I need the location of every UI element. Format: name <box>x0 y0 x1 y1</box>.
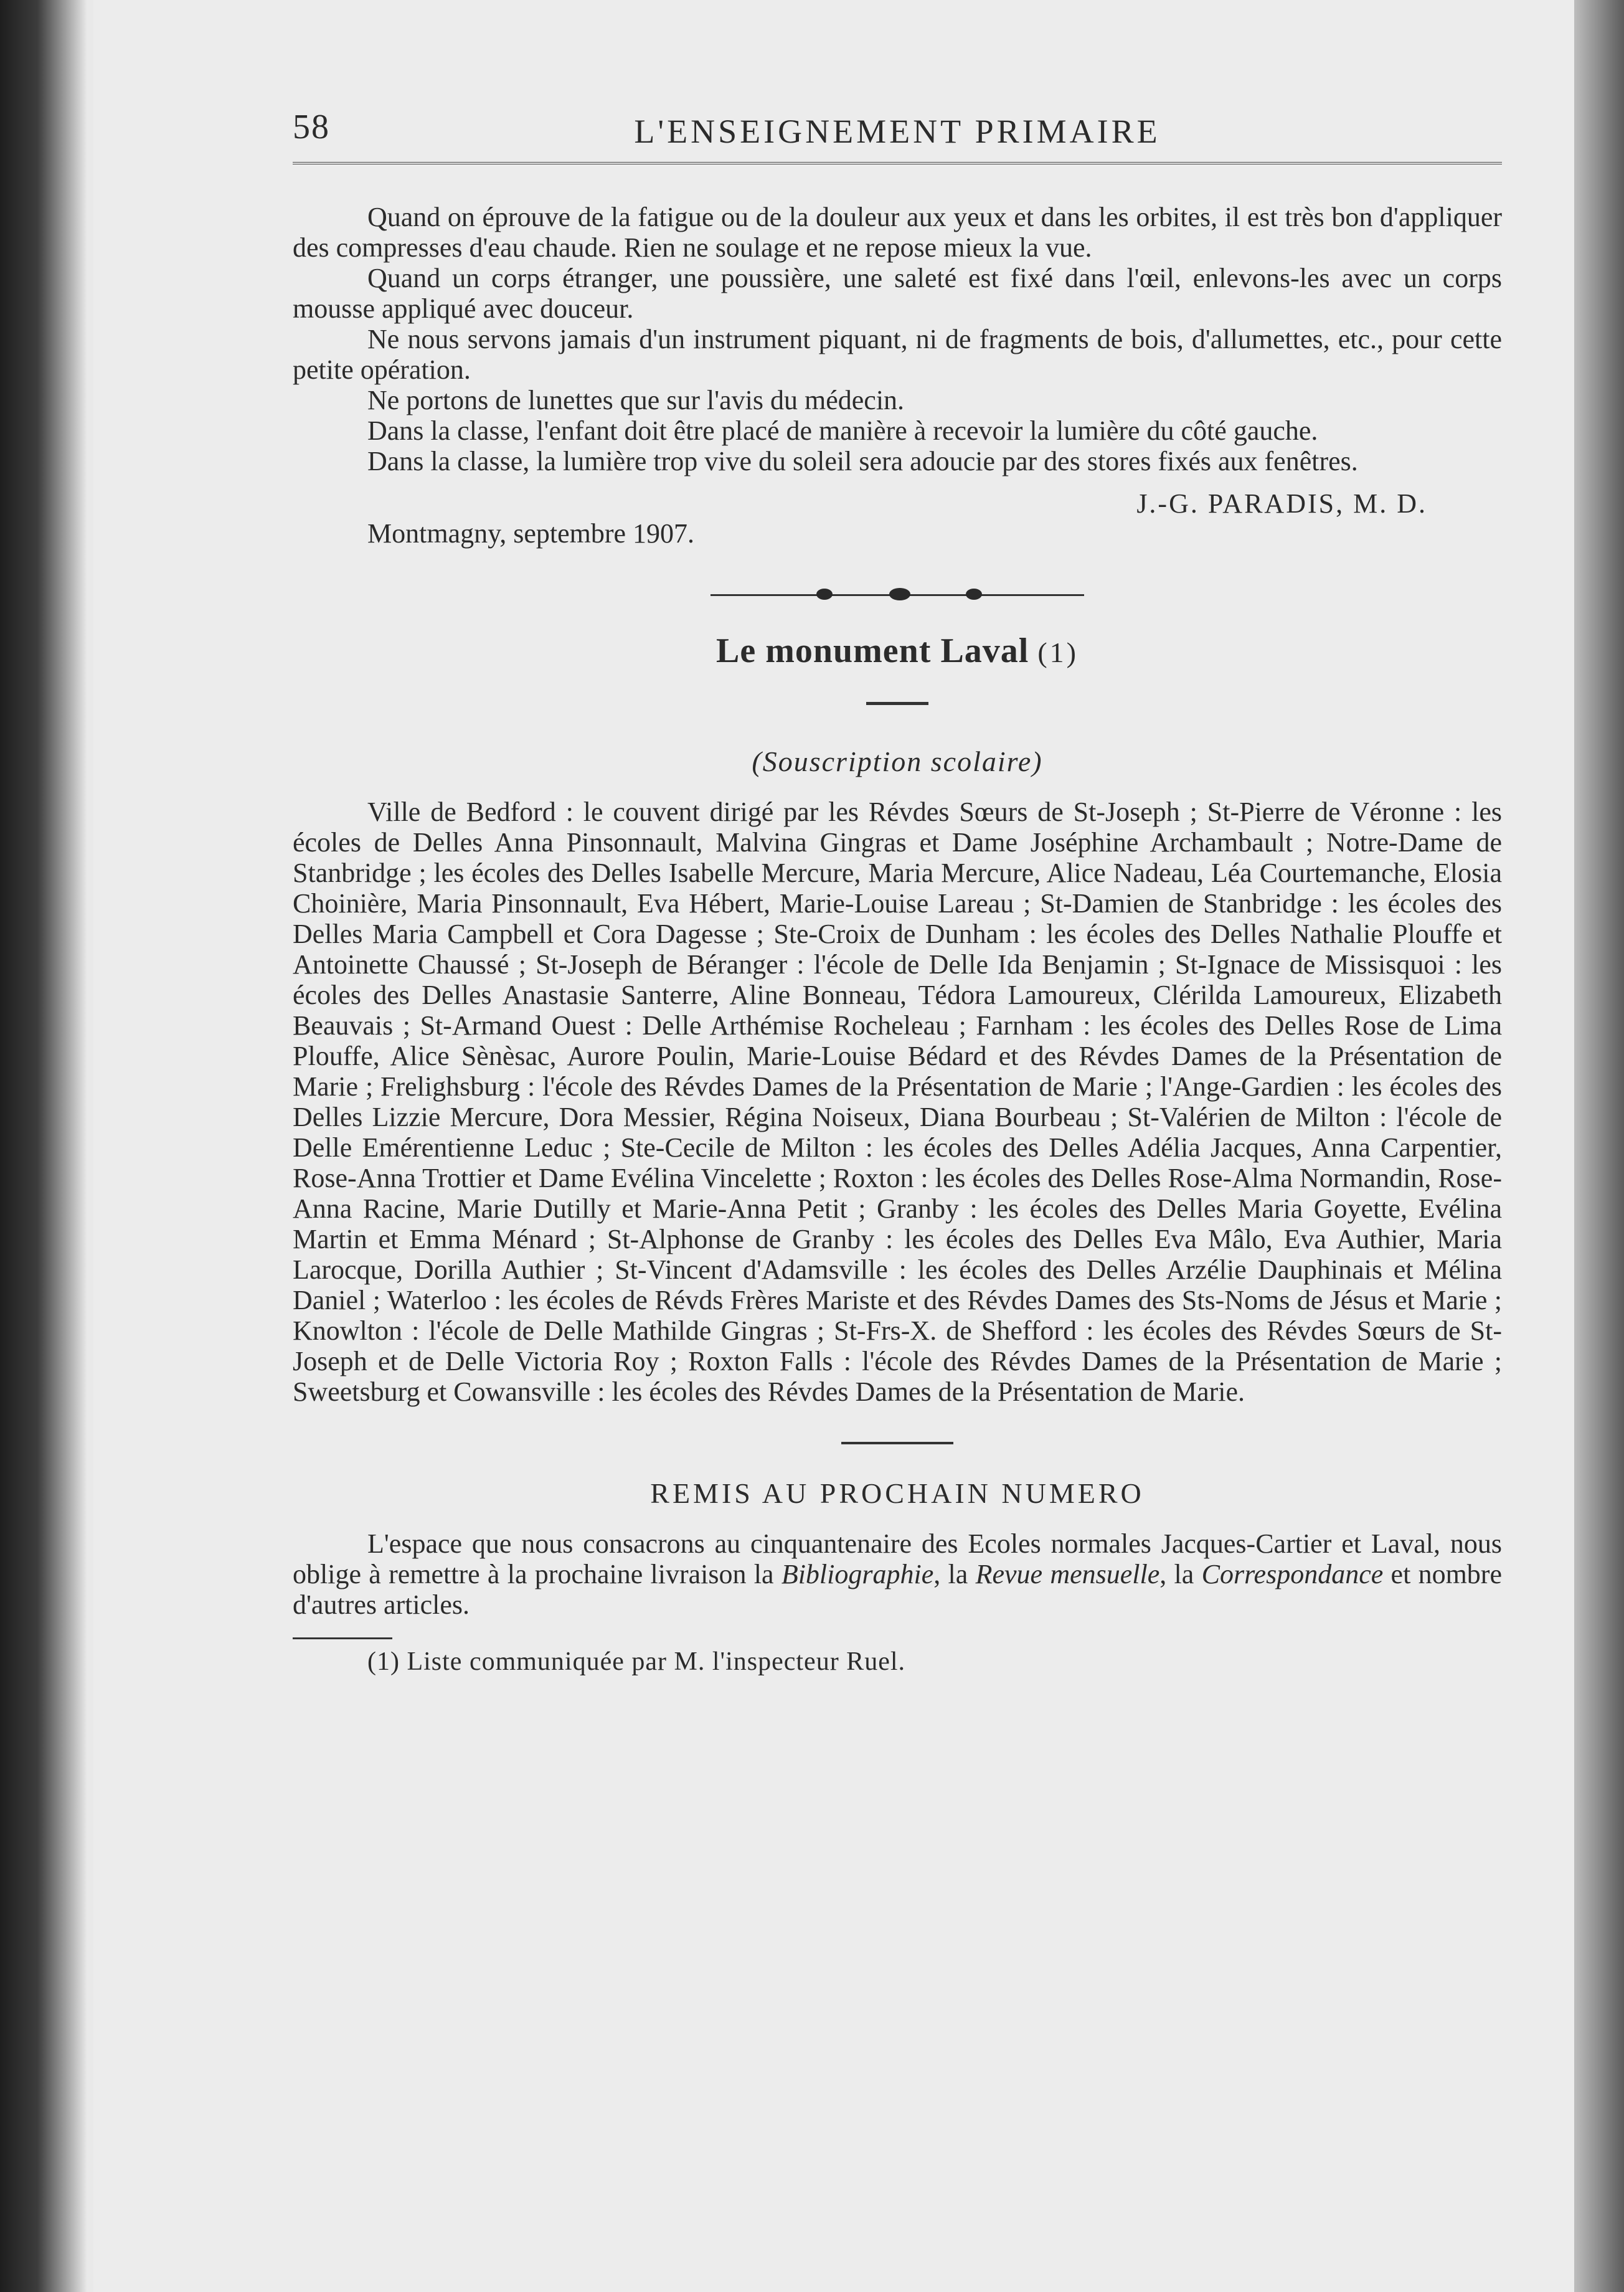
section-divider-rule <box>841 1442 953 1444</box>
article-paragraph: Dans la classe, l'enfant doit être placé de manière à recevoir la lumière du côté gauche. <box>367 415 1318 446</box>
notice-text: L'espace que nous consacrons au cinquantenaire des Ecoles normales Jacques-Cartier et Laval, nous oblige à remettre à la prochaine livraison la <box>293 1528 1502 1589</box>
running-head <box>293 93 1502 162</box>
section-subtitle: (Souscription scolaire) <box>752 746 1043 777</box>
article-paragraph: Quand on éprouve de la fatigue ou de la douleur aux yeux et dans les orbites, il est très bon d'appliquer des compresses d'eau chaude. Rien ne soulage et ne repose mieux la vue. <box>293 202 1502 263</box>
footnote-reference[interactable]: (1) <box>1037 637 1079 668</box>
notice-title: REMIS AU PROCHAIN NUMERO <box>650 1477 1145 1509</box>
title-rule <box>866 702 928 705</box>
notice-paragraph <box>293 1528 1502 1620</box>
article-paragraph: Ne nous servons jamais d'un instrument piquant, ni de fragments de bois, d'allumettes, etc., pour cette petite opération. <box>293 324 1502 385</box>
notice-italic-term: Correspondance <box>1201 1559 1384 1589</box>
ornament-dot <box>966 589 982 600</box>
section-title <box>293 631 1502 671</box>
subscription-list: Ville de Bedford : le couvent dirigé par les Révdes Sœurs de St-Joseph ; St-Pierre de Véronne : les écoles de Delles Anna Pinsonnault, Malvina Gingras et Dame Joséphine Archambault ; Notre-Dame de Stanbridge ; les écoles des Delles Isabelle Mercure, Maria Mercure, Alice Nadeau, Léa Courtemanche, Elosia Choinière, Maria Pinsonnault, Eva Hébert, Marie-Louise Lareau ; St-Damien de Stanbridge : les écoles des Delles Maria Campbell et Cora Dagesse ; Ste-Croix de Dunham : les écoles des Delles Nathalie Plouffe et Antoinette Chaussé ; St-Joseph de Béranger : l'école de Delle Ida Benjamin ; St-Ignace de Missisquoi : les écoles des Delles Anastasie Santerre, Aline Bonneau, Tédora Lamoureux, Clérilda Lamoureux, Elizabeth Beauvais ; St-Armand Ouest : Delle Arthémise Rocheleau ; Farnham : les écoles des Delles Rose de Lima Plouffe, Alice Sènèsac, Aurore Poulin, Marie-Louise Bédard et des Révdes Dames de la Présentation de Marie ; Frelighsburg : l'école des Révdes Dames de la Présentation de Marie ; l'Ange-Gardien : les écoles des Delles Lizzie Mercure, Dora Messier, Régina Noiseux, Diana Bourbeau ; St-Valérien de Milton : l'école de Delle Emérentienne Leduc ; Ste-Cecile de Milton : les écoles des Delles Adélia Jacques, Anna Carpentier, Rose-Anna Trottier et Dame Evélina Vincelette ; Roxton : les écoles des Delles Rose-Alma Normandin, Rose-Anna Racine, Marie Dutilly et Marie-Anna Petit ; Granby : les écoles des Delles Maria Goyette, Evélina Martin et Emma Ménard ; St-Alphonse de Granby : les écoles des Delles Eva Mâlo, Eva Authier, Maria Larocque, Dorilla Authier ; St-Vincent d'Adamsville : les écoles des Delles Arzélie Dauphinais et Mélina Daniel ; Waterloo : les écoles de Révds Frères Mariste et des Révdes Dames des Sts-Noms de Jésus et Marie ; Knowlton : l'école de Delle Mathilde Gingras ; St-Frs-X. de Shefford : les écoles des Révdes Sœurs de St-Joseph et de Delle Victoria Roy ; Roxton Falls : l'école des Révdes Dames de la Présentation de Marie ; Sweetsburg et Cowansville : les écoles des Révdes Dames de la Présentation de Marie. <box>293 797 1502 1407</box>
footnote-rule <box>293 1637 392 1639</box>
header-rule <box>293 162 1502 164</box>
place-date: Montmagny, septembre 1907. <box>367 518 695 549</box>
footnote: (1) Liste communiquée par M. l'inspecteur Ruel. <box>367 1647 906 1676</box>
section-title-text: Le monument Laval <box>716 632 1029 670</box>
article-paragraph: Dans la classe, la lumière trop vive du soleil sera adoucie par des stores fixés aux fenêtres. <box>367 446 1358 476</box>
notice-text: et nombre d'autres articles. <box>293 1559 1502 1620</box>
author-signature: J.-G. PARADIS, M. D. <box>1136 488 1427 519</box>
page-number: 58 <box>293 108 330 146</box>
notice-italic-term: Bibliographie <box>781 1559 934 1589</box>
page-content <box>293 93 1502 1677</box>
article-paragraph: Quand un corps étranger, une poussière, une saleté est fixé dans l'œil, enlevons-les avec un corps mousse appliqué avec douceur. <box>293 263 1502 324</box>
ornament-dot <box>816 589 833 600</box>
article-paragraph: Ne portons de lunettes que sur l'avis du médecin. <box>367 385 905 415</box>
hygiene-article <box>293 202 1502 575</box>
ornament-dot <box>889 588 910 600</box>
notice-italic-term: Revue mensuelle <box>975 1559 1160 1589</box>
ornamental-divider <box>710 589 1084 601</box>
notice-text: , la <box>933 1559 976 1589</box>
journal-title: L'ENSEIGNEMENT PRIMAIRE <box>634 113 1161 150</box>
notice-text: , la <box>1159 1559 1202 1589</box>
signature-block <box>293 488 1502 575</box>
page-gutter-edge <box>1574 0 1624 2292</box>
